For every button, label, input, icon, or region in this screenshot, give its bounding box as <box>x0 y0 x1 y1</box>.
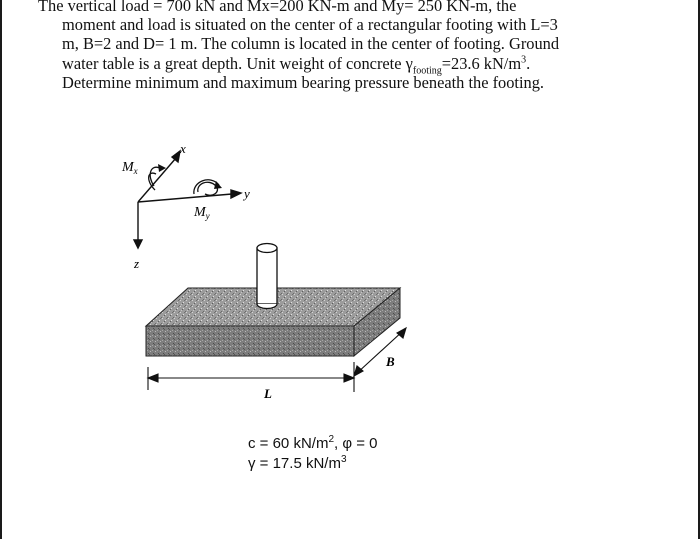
column-top <box>257 244 277 253</box>
x-axis-label: x <box>180 141 186 156</box>
z-axis-label: z <box>134 256 140 271</box>
soil-unit-weight-value: γ = 17.5 kN/m <box>248 455 341 472</box>
length-dimension <box>148 362 354 392</box>
width-label: B <box>386 354 395 369</box>
problem-line-4-text: water table is a great depth. Unit weight of concrete γ <box>62 53 413 73</box>
unit-exponent: 3 <box>521 54 527 66</box>
unit-weight-exponent: 3 <box>340 454 347 465</box>
problem-line-5: Determine minimum and maximum bearing pressure beneath the footing. <box>62 72 545 92</box>
length-arrow-left <box>148 374 158 382</box>
problem-line-2: moment and load is situated on the center of a rectangular footing with L=3 <box>62 15 558 35</box>
my-symbol: M <box>194 205 206 220</box>
gamma-footing-subscript: footing <box>412 64 442 76</box>
mx-subscript: x <box>133 166 138 176</box>
cohesion-value: c = 60 kN/m <box>248 435 329 452</box>
problem-line-4-tail: . <box>526 53 531 73</box>
y-axis-arrowhead <box>231 190 241 198</box>
soil-parameters <box>248 434 378 474</box>
length-arrow-right <box>344 374 354 382</box>
y-axis-line <box>138 194 232 202</box>
my-subscript: y <box>205 211 210 221</box>
cohesion-friction-line <box>248 434 378 454</box>
friction-angle-value: , φ = 0 <box>334 435 378 452</box>
width-arrow-bottom <box>354 366 363 376</box>
y-axis-label: y <box>244 186 250 201</box>
cohesion-unit-exponent: 2 <box>328 434 335 445</box>
my-label <box>193 205 210 221</box>
column <box>257 244 277 309</box>
length-label: L <box>264 386 272 401</box>
footing-front-face <box>146 326 354 356</box>
z-axis-arrowhead <box>134 240 142 248</box>
column-base <box>257 304 277 309</box>
coordinate-axes <box>134 151 241 248</box>
mx-label <box>121 160 138 176</box>
problem-line-3: m, B=2 and D= 1 m. The column is located in the center of footing. Ground <box>62 34 560 54</box>
x-axis-line <box>138 158 176 202</box>
mx-symbol: M <box>122 160 134 175</box>
problem-line-1: The vertical load = 700 kN and Mx=200 KN-m and My= 250 KN-m, the <box>38 0 517 15</box>
unit-weight-line <box>248 454 378 474</box>
width-arrow-top <box>397 328 406 338</box>
problem-line-4-value: =23.6 kN/m <box>441 53 522 73</box>
column-shaft <box>257 248 277 304</box>
